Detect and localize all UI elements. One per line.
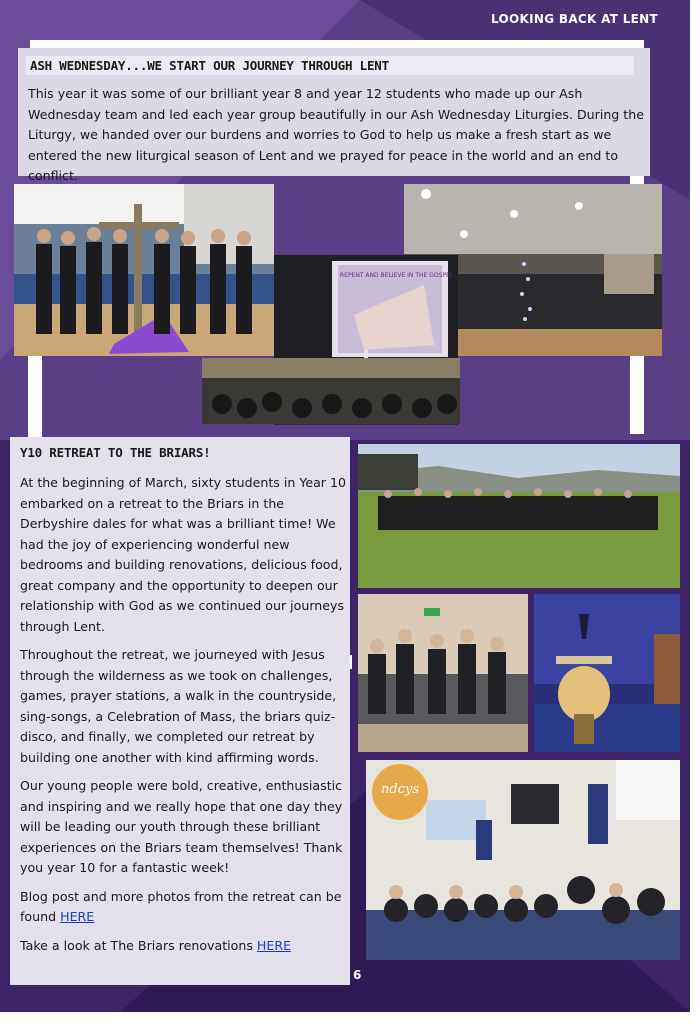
retreat-heading: Y10 RETREAT TO THE BRIARS! [20,445,211,460]
retreat-paragraph-2: Throughout the retreat, we journeyed with Jesus through the wilderness as we took on challenges, games, prayer stations, a walk in the countryside, sing-songs, a Celebration of Mass, the briars quiz-disco, and finally, we completed our retreat by building one another with kind affirming words. [20,647,337,765]
ash-wednesday-heading: ASH WEDNESDAY...WE START OUR JOURNEY THROUGH LENT [26,56,634,75]
retreat-paragraph-3: Our young people were bold, creative, enthusiastic and inspiring and we really hope that one day they will be leading our youth through these brilliant experiences on the Briars team themselves! Thank you year 10 for a fantastic week! [20,778,343,875]
ash-wednesday-body: This year it was some of our brilliant year 8 and year 12 students who made up our Ash Wednesday team and led each year group beautifully in our Ash Wednesday Liturgies. During the Liturgy, we handed over our burdens and worries to God to help us make a fresh start as we entered the new liturgical season of Lent and we prayed for peace in the world and an end to conflict. [28,86,644,183]
renovations-text: Take a look at The Briars renovations [20,937,257,953]
photo-audience [202,358,460,424]
photo-group-field [358,444,680,588]
section-label: LOOKING BACK AT LENT [491,12,658,26]
renovations-link[interactable]: HERE [256,937,292,953]
blog-link[interactable]: HERE [60,909,95,924]
retreat-body [20,473,346,964]
blog-text: Blog post and more photos from the retreat can be found [20,888,342,924]
retreat-box [10,437,350,985]
projector-slide-text: REPENT AND BELIEVE IN THE GOSPEL [340,272,454,279]
photo-chapel [534,594,680,752]
ndcys-logo-text: ndcys [381,782,419,797]
ash-wednesday-box [18,48,650,183]
photo-students-cross [14,184,274,356]
renovations-line [20,936,346,957]
photo-group-sofa [358,594,528,752]
photo-retreat-room [366,760,680,960]
page-number: 6 [353,968,362,982]
retreat-paragraph-1: At the beginning of March, sixty students in Year 10 embarked on a retreat to the Briars in the Derbyshire dales for what was a brilliant time! We had the joy of experiencing wonderful new bedrooms and building renovations, delicious food, great company and the opportunity to deepen our relationship with God as we continued our journeys through Lent. [20,475,347,634]
blog-line [20,887,346,928]
